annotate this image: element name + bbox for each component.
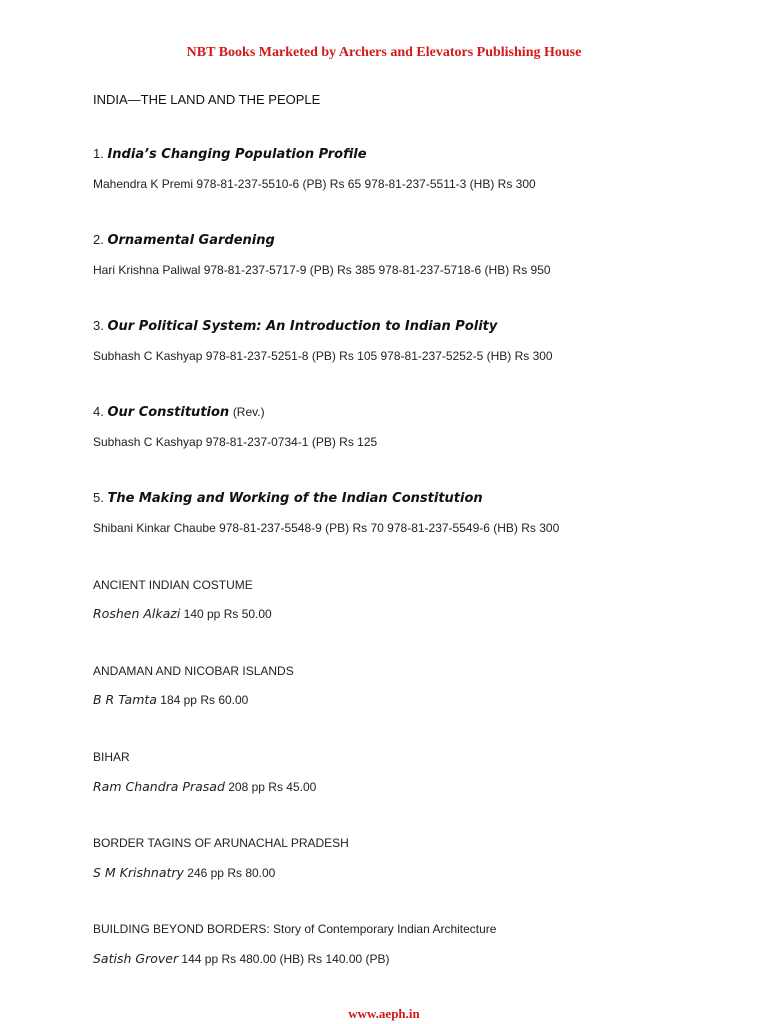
- book-details: [93, 692, 248, 707]
- book-title: BORDER TAGINS OF ARUNACHAL PRADESH: [93, 836, 349, 850]
- book-pages-price: 144 pp Rs 480.00 (HB) Rs 140.00 (PB): [181, 952, 390, 966]
- book-number: 3.: [93, 318, 104, 333]
- book-title: BIHAR: [93, 750, 130, 764]
- book-title: Ornamental Gardening: [107, 233, 275, 248]
- book-details: [93, 951, 390, 966]
- book-title-line: [93, 404, 265, 420]
- book-title-line: [93, 318, 497, 334]
- footer-website-link[interactable]: www.aeph.in: [348, 1006, 420, 1021]
- book-pages-price: 140 pp Rs 50.00: [183, 607, 272, 621]
- book-details: [93, 606, 272, 621]
- book-details: Subhash C Kashyap 978-81-237-5251-8 (PB) Rs 105 978-81-237-5252-5 (HB) Rs 300: [93, 349, 553, 363]
- book-details: Hari Krishna Paliwal 978-81-237-5717-9 (PB) Rs 385 978-81-237-5718-6 (HB) Rs 950: [93, 263, 551, 277]
- book-author: Ram Chandra Prasad: [93, 779, 225, 794]
- page-header: NBT Books Marketed by Archers and Elevators Publishing House: [186, 45, 582, 60]
- book-details: [93, 779, 316, 794]
- book-title-line: [93, 146, 367, 162]
- book-author: Roshen Alkazi: [93, 606, 181, 621]
- book-author: B R Tamta: [93, 692, 157, 707]
- section-title: INDIA—THE LAND AND THE PEOPLE: [93, 92, 321, 107]
- book-title: Our Constitution: [107, 405, 230, 420]
- book-title: India’s Changing Population Profile: [107, 147, 367, 162]
- book-pages-price: 208 pp Rs 45.00: [228, 780, 317, 794]
- book-details: Subhash C Kashyap 978-81-237-0734-1 (PB) Rs 125: [93, 435, 378, 449]
- book-author: S M Krishnatry: [93, 865, 184, 880]
- book-title-line: [93, 490, 483, 506]
- book-title-line: [93, 232, 275, 248]
- book-title: The Making and Working of the Indian Constitution: [107, 491, 483, 506]
- book-title: ANCIENT INDIAN COSTUME: [93, 578, 253, 592]
- book-number: 2.: [93, 232, 104, 247]
- book-title: Our Political System: An Introduction to Indian Polity: [107, 319, 498, 334]
- book-details: Shibani Kinkar Chaube 978-81-237-5548-9 (PB) Rs 70 978-81-237-5549-6 (HB) Rs 300: [93, 521, 560, 535]
- book-details: Mahendra K Premi 978-81-237-5510-6 (PB) Rs 65 978-81-237-5511-3 (HB) Rs 300: [93, 177, 536, 191]
- book-pages-price: 246 pp Rs 80.00: [187, 866, 276, 880]
- book-number: 5.: [93, 490, 104, 505]
- book-number: 4.: [93, 404, 104, 419]
- book-title: BUILDING BEYOND BORDERS: Story of Contemporary Indian Architecture: [93, 922, 497, 936]
- book-title-suffix: (Rev.): [232, 405, 265, 419]
- book-pages-price: 184 pp Rs 60.00: [160, 693, 249, 707]
- book-author: Satish Grover: [93, 951, 179, 966]
- book-number: 1.: [93, 146, 104, 161]
- book-details: [93, 865, 275, 880]
- book-title: ANDAMAN AND NICOBAR ISLANDS: [93, 664, 294, 678]
